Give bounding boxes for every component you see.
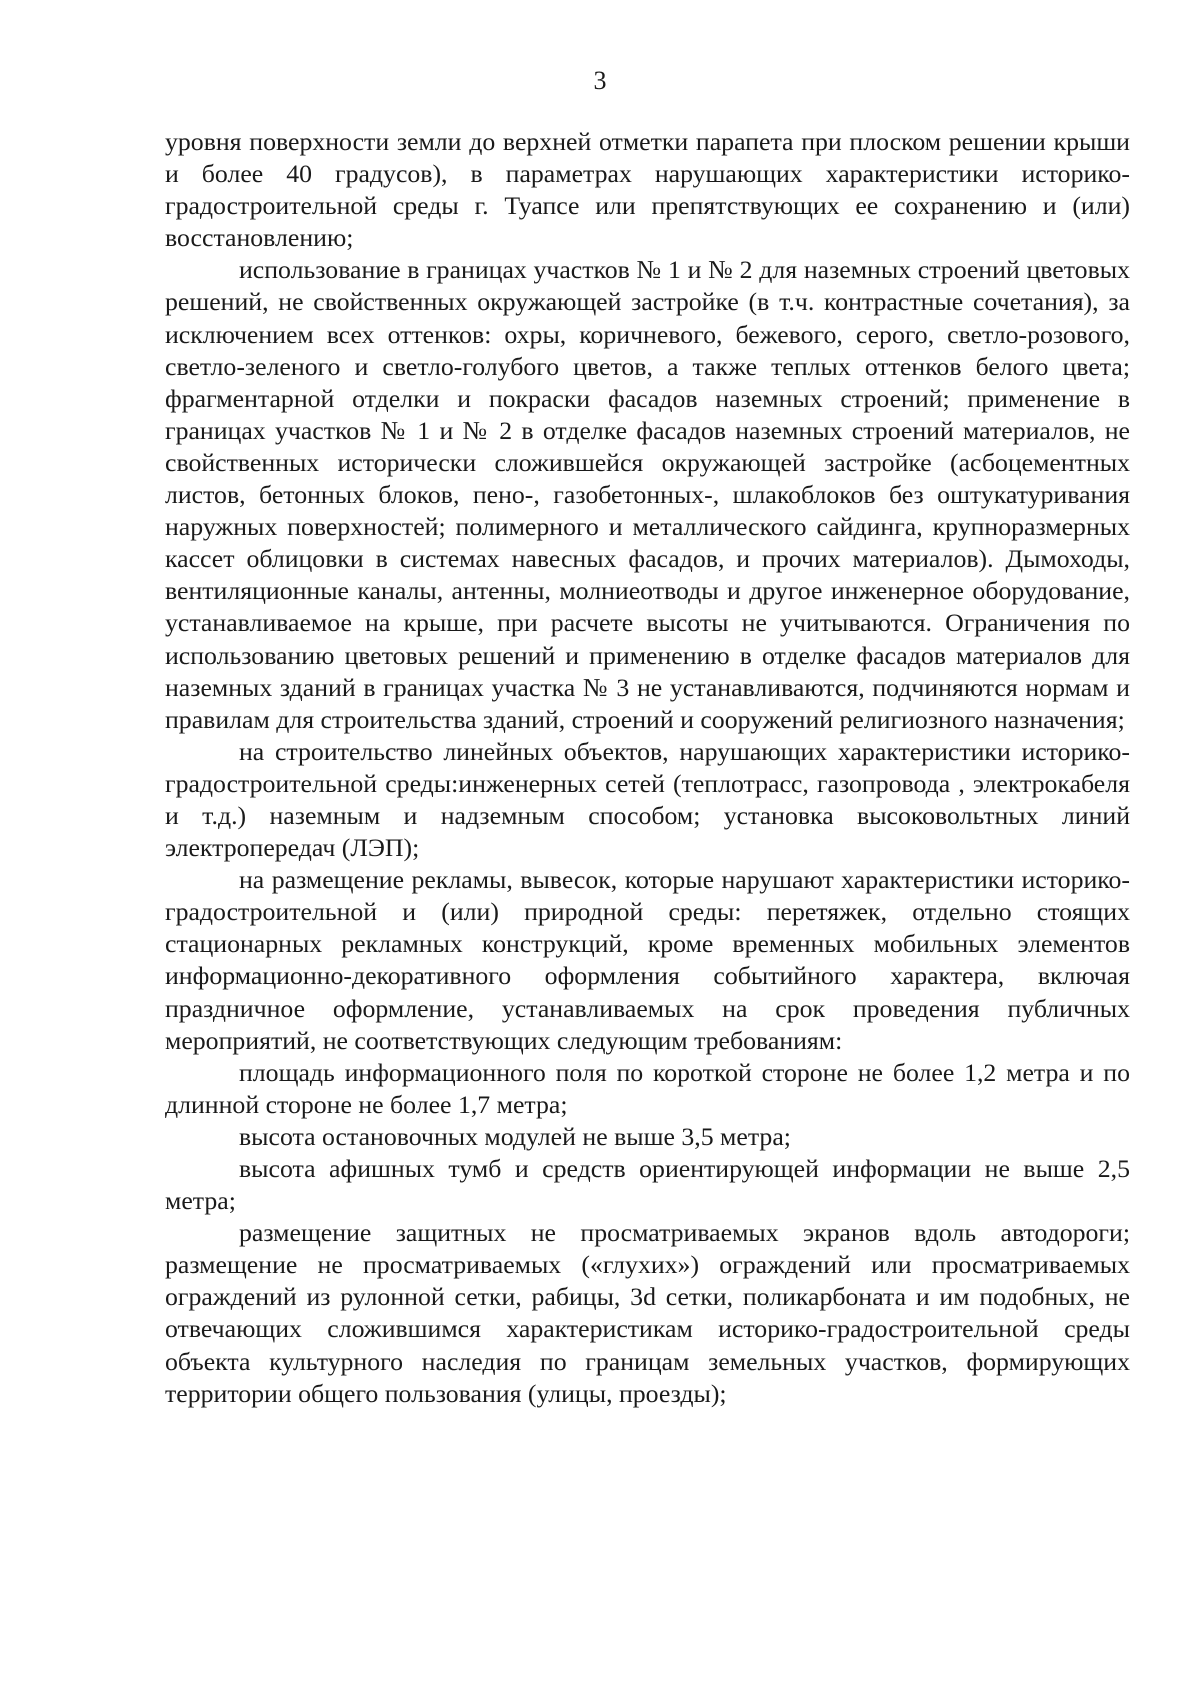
paragraph-color-and-materials: использование в границах участков № 1 и № 2 для наземных строений цветовых решений, не свойственных окружающей застройке (в т.ч. контрастные сочетания), за исключением всех оттенков: охры, коричневого, бежевого, серого, светло-розового, светло-зеленого и светло-голубого цветов, а также теплых оттенков белого цвета; фрагментарной отделки и покраски фасадов наземных строений; применение в границах участков № 1 и № 2 в отделке фасадов наземных строений материалов, не свойственных исторически сложившейся окружающей застройке (асбоцементных листов, бетонных блоков, пено-, газобетонных-, шлакоблоков без оштукатуривания наружных поверхностей; полимерного и металлического сайдинга, крупноразмерных кассет облицовки в системах навесных фасадов, и прочих материалов). Дымоходы, вентиляционные каналы, антенны, молниеотводы и другое инженерное оборудование, устанавливаемое на крыше, при расчете высоты не учитываются. Ограничения по использованию цветовых решений и применению в отделке фасадов материалов для наземных зданий в границах участка № 3 не устанавливаются, подчиняются нормам и правилам для строительства зданий, строений и сооружений религиозного назначения; (165, 255, 1130, 734)
paragraph-linear-objects: на строительство линейных объектов, нарушающих характеристики историко-градостроительной среды:инженерных сетей (теплотрасс, газопровода , электрокабеля и т.д.) наземным и надземным способом; установка высоковольтных линий электропередач (ЛЭП); (165, 736, 1130, 863)
paragraph-info-field-size: площадь информационного поля по короткой стороне не более 1,2 метра и по длинной стороне не более 1,7 метра; (165, 1057, 1130, 1119)
paragraph-poster-column-height: высота афишных тумб и средств ориентирующей информации не выше 2,5 метра; (165, 1154, 1130, 1216)
paragraph-fences-and-screens: размещение защитных не просматриваемых экранов вдоль автодороги; размещение не просматриваемых («глухих») ограждений или просматриваемых ограждений из рулонной сетки, рабицы, 3d сетки, поликарбоната и им подобных, не отвечающих сложившимся характеристикам историко-градостроительной среды объекта культурного наследия по границам земельных участков, формирующих территории общего пользования (улицы, проезды); (165, 1218, 1130, 1408)
document-body (165, 126, 1130, 1410)
page-number: 3 (593, 66, 607, 95)
paragraph-advertising: на размещение рекламы, вывесок, которые нарушают характеристики историко-градостроительной и (или) природной среды: перетяжек, отдельно стоящих стационарных рекламных конструкций, кроме временных мобильных элементов информационно-декоративного оформления событийного характера, включая праздничное оформление, устанавливаемых на срок проведения публичных мероприятий, не соответствующих следующим требованиям: (165, 865, 1130, 1055)
paragraph-height-limits-continued: уровня поверхности земли до верхней отметки парапета при плоском решении крыши и более 40 градусов), в параметрах нарушающих характеристики историко-градостроительной среды г. Туапсе или препятствующих ее сохранению и (или) восстановлению; (165, 127, 1130, 253)
paragraph-stop-module-height: высота остановочных модулей не выше 3,5 метра; (239, 1121, 791, 1151)
